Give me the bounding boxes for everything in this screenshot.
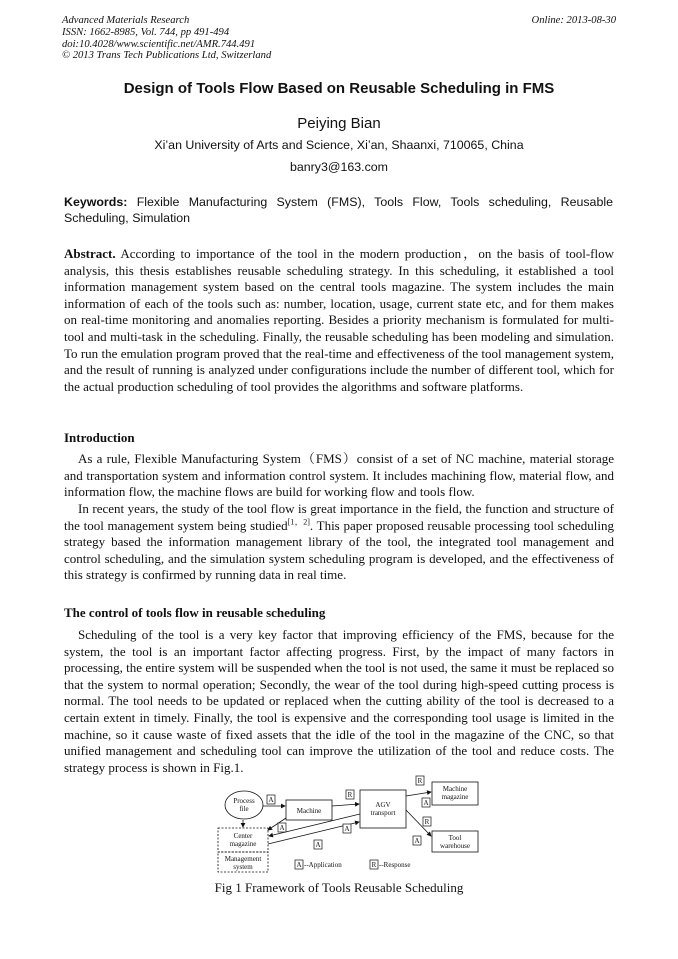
intro-p2-text-a: In recent years, the study of the tool flow is great importance in the field, the function and structure of the tool management system being studied	[64, 501, 614, 533]
machine-label: Machine	[296, 807, 322, 815]
application-marker: A	[423, 799, 429, 807]
affiliation: Xi’an University of Arts and Science, Xi’an, Shaanxi, 710065, China	[154, 138, 524, 152]
machine-magazine-label-1: Machine	[442, 785, 468, 793]
introduction-paragraph-1: As a rule, Flexible Manufacturing System（FMS）consist of a set of NC machine, material storage and transportation system and information control system. It includes machining flow, material flow, and information flow, the machine flows are build for working flow and tools flow.	[64, 451, 614, 500]
control-heading: The control of tools flow in reusable scheduling	[64, 605, 326, 620]
keywords-text: Flexible Manufacturing System (FMS), Tools Flow, Tools scheduling, Reusable Scheduling, Simulation	[64, 195, 613, 225]
response-marker: R	[424, 818, 430, 826]
author-email: banry3@163.com	[290, 160, 388, 174]
process-file-label-1: Process	[233, 797, 255, 805]
introduction-heading: Introduction	[64, 430, 135, 445]
management-system-label-1: Management	[224, 855, 262, 863]
citation-reference: [1，2]	[287, 517, 310, 527]
doi-line: doi:10.4028/www.scientific.net/AMR.744.491	[62, 38, 256, 50]
keywords	[64, 194, 613, 226]
application-marker: A	[268, 796, 274, 804]
process-file-label-2: file	[239, 805, 249, 813]
copyright-line: © 2013 Trans Tech Publications Ltd, Switzerland	[62, 50, 272, 62]
control-paragraph-1: Scheduling of the tool is a very key factor that improving efficiency of the FMS, because for the system, the tool is an important factor affecting progress. First, by the impact of many factors in processing, the entire system will be suspended when the tool is not used, the same it must be replaced so that the system to normal operation; Secondly, the wear of the tool during high-speed cutting process is normal. The tool needs to be updated or replaced when the cutting ability of the tool is decreased to a certain extent in timely. Finally, the tool is expensive and the corresponding tool usage is limited in the machine, so it cause waste of fixed assets that the idle of the tool in the magazine of the CNC, so that unified management and scheduling tool can improve the utilization of the tool and reduce costs. The strategy process is shown in Fig.1.	[64, 627, 614, 775]
abstract-text: According to importance of the tool in the modern production，on the basis of tool-flow analysis, this thesis establishes reusable scheduling strategy. In this scheduling, it established a tool information management system based on the central tools magazine. The system includes the main information of each of the tools such as: number, location, usage, current state etc, and for them makes on real-time monitoring and anomalies reporting. Besides a priority mechanism is formulated for multi-tool and multi-task in the scheduling. Finally, the reusable scheduling has been modeling and simulation. To run the emulation program proved that the real-time and effectiveness of the tool management system, and the result of running is analyzed under configurations include the number of different tool, which for the actual production scheduling of tool provides the algorithms and software platforms.	[64, 246, 614, 394]
tool-warehouse-label-1: Tool	[448, 834, 462, 842]
legend-response-marker: R	[371, 861, 377, 869]
response-marker: R	[417, 777, 423, 785]
application-marker: A	[315, 841, 321, 849]
abstract-label: Abstract.	[64, 246, 116, 261]
keywords-label: Keywords:	[64, 195, 128, 209]
journal-name: Advanced Materials Research	[62, 15, 190, 26]
application-marker: A	[344, 825, 350, 833]
machine-magazine-label-2: magazine	[441, 793, 469, 801]
agv-label-1: AGV	[375, 801, 391, 809]
management-system-label-2: system	[233, 863, 253, 871]
center-magazine-label-1: Center	[233, 832, 253, 840]
issn-line: ISSN: 1662-8985, Vol. 744, pp 491-494	[62, 26, 230, 38]
agv-label-2: transport	[370, 809, 396, 817]
online-date: Online: 2013-08-30	[531, 15, 616, 26]
application-marker: A	[414, 837, 420, 845]
legend-application-marker: A	[296, 861, 302, 869]
legend-application: --Application	[304, 861, 342, 869]
introduction-paragraph-2	[64, 501, 614, 584]
paper-title: Design of Tools Flow Based on Reusable Scheduling in FMS	[123, 80, 555, 97]
center-magazine-label-2: magazine	[229, 840, 257, 848]
author-name: Peiying Bian	[297, 115, 381, 132]
figure-caption: Fig 1 Framework of Tools Reusable Scheduling	[214, 880, 464, 895]
application-marker: A	[279, 824, 285, 832]
legend-response: --Response	[379, 861, 411, 869]
journal-header	[62, 15, 616, 62]
response-marker: R	[347, 791, 353, 799]
abstract	[64, 246, 614, 395]
intro-p2-text-b: . This paper proposed reusable processing tool scheduling strategy based the information management library of the tool, the integrated tool management and control scheduling, and the simulation system scheduling program is developed, and the effectiveness of this strategy is confirmed by running data in real time.	[64, 517, 615, 583]
tools-flow-diagram	[210, 774, 480, 877]
tool-warehouse-label-2: warehouse	[440, 842, 470, 850]
